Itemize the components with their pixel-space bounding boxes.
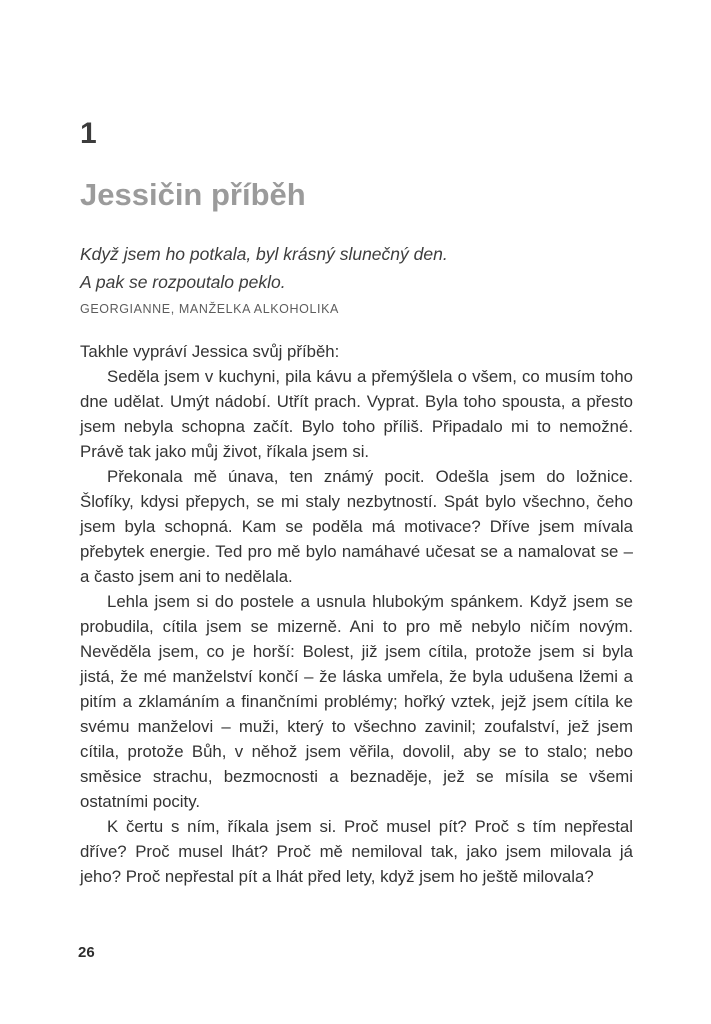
epigraph [80,240,633,316]
epigraph-attribution: GEORGIANNE, MANŽELKA ALKOHOLIKA [80,302,339,316]
paragraph: K čertu s ním, říkala jsem si. Proč musel pít? Proč s tím nepřestal dříve? Proč musel lhát? Proč mě nemiloval tak, jako jsem milovala já jeho? Proč nepřestal pít a lhát před lety, když jsem ho ještě milovala? [80,817,633,886]
paragraph: Překonala mě únava, ten známý pocit. Odešla jsem do ložnice. Šlofíky, kdysi přepych, se mi staly nezbytností. Spát bylo všechno, čeho jsem byla schopná. Kam se poděla má motivace? Dříve jsem mívala přebytek energie. Ted pro mě bylo namáhavé učesat se a namalovat se – a často jsem ani to nedělala. [80,467,633,586]
epigraph-line-1: Když jsem ho potkala, byl krásný slunečný den. [80,244,448,264]
paragraph: Takhle vypráví Jessica svůj příběh: [80,342,340,361]
epigraph-line-2: A pak se rozpoutalo peklo. [80,272,286,292]
chapter-number: 1 [80,117,97,150]
page-number: 26 [78,944,95,961]
chapter-title: Jessičin příběh [80,177,306,212]
paragraph: Lehla jsem si do postele a usnula hlubokým spánkem. Když jsem se probudila, cítila jsem se mizerně. Ani to pro mě nebylo ničím novým. Nevěděla jsem, co je horší: Bolest, již jsem cítila, protože jsem si byla jistá, že mé manželství končí – že láska umřela, že byla udušena lžemi a pitím a zklamáním a finančními problémy; hořký vztek, jejž jsem cítila ke svému manželovi – muži, který to všechno zavinil; zoufalství, jež jsem cítila, protože Bůh, v něhož jsem věřila, dovolil, aby se to stalo; nebo směsice strachu, bezmocnosti a beznaděje, jež se mísila se všemi ostatními pocity. [80,592,633,811]
paragraph: Seděla jsem v kuchyni, pila kávu a přemýšlela o všem, co musím toho dne udělat. Umýt nádobí. Utřít prach. Vyprat. Byla toho spousta, a přesto jsem nebyla schopna začít. Bylo toho příliš. Připadalo mi to nemožné. Právě tak jako můj život, říkala jsem si. [80,367,633,461]
body-text [80,339,633,889]
